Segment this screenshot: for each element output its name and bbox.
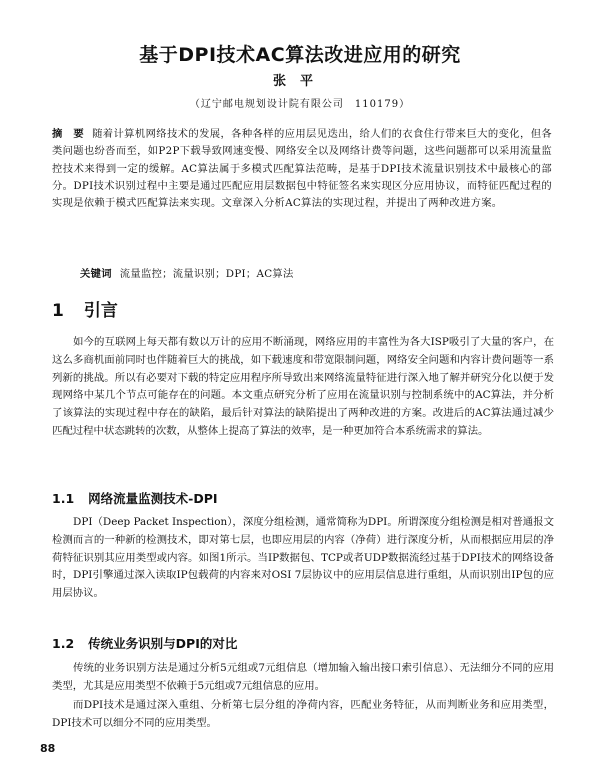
author-affiliation: （辽宁邮电规划设计院有限公司 110179）	[189, 99, 411, 110]
section-1-1-paragraph: DPI（Deep Packet Inspection），深度分组检测，通常简称为DPI。所谓深度分组检测是相对普通报文检测而言的一种新的检测技术，即对第七层，也即应用层的内容（净荷）进行深度分析，从而根据应用层的净荷特征识别其应用类型或内容。如图1所示。当IP数据包、TCP或者UDP数据流经过基于DPI技术的网络设备时，DPI引擎通过深入读取IP包载荷的内容来对OSI 7层协议中的应用层信息进行重组，从而识别出IP包的应用层协议。	[52, 516, 554, 600]
section-1-1-number: 1.1	[52, 491, 75, 506]
keywords-text: 流量监控；流量识别；DPI；AC算法	[119, 268, 294, 280]
section-1-number: 1	[52, 301, 64, 321]
section-1-2-heading	[52, 634, 237, 652]
section-1-1-heading	[52, 489, 218, 507]
section-1-paragraph: 如今的互联网上每天都有数以万计的应用不断涌现，网络应用的丰富性为各大ISP吸引了大量的客户，在这么多商机面前同时也伴随着巨大的挑战，如下载速度和带宽限制问题，网络安全问题和内容计费问题等一系列新的挑战。所以有必要对下载的特定应用程序所导致出来网络流量特征进行深入地了解并研究分化以便于发现网络中某几个节点可能存在的问题。本文重点研究分析了应用在流量识别与控制系统中的AC算法，并分析了该算法的实现过程中存在的缺陷，最后针对算法的缺陷提出了两种改进的方案。改进后的AC算法通过减少匹配过程中状态跳转的次数，从整体上提高了算法的效率，是一种更加符合本系统需求的算法。	[52, 336, 554, 437]
section-1-2-number: 1.2	[52, 636, 75, 651]
paper-title: 基于DPI技术AC算法改进应用的研究	[139, 44, 461, 66]
abstract-text: 随着计算机网络技术的发展，各种各样的应用层见迭出，给人们的衣食住行带来巨大的变化，但各类问题也纷沓而至，如P2P下载导致网速变慢、网络安全以及网络计费等问题，这些问题都可以采用流量监控技术来得到一定的缓解。AC算法属于多模式匹配算法范畴，是基于DPI技术流量识别技术中最核心的部分。DPI技术识别过程中主要是通过匹配应用层数据包中特征签名来实现区分应用协议，而特征匹配过程的实现是依赖于模式匹配算法来实现。文章深入分析AC算法的实现过程，并提出了两种改进方案。	[52, 128, 552, 210]
section-1-2-paragraph-1: 传统的业务识别方法是通过分析5元组或7元组信息（增加输入输出接口索引信息）、无法细分不同的应用类型，尤其是应用类型不依赖于5元组或7元组信息的应用。	[52, 662, 554, 692]
abstract-label: 摘 要	[52, 128, 85, 140]
section-1-heading	[52, 296, 118, 321]
keywords	[80, 265, 550, 280]
section-1-2-title: 传统业务识别与DPI的对比	[88, 636, 238, 651]
section-1-1-title: 网络流量监测技术-DPI	[88, 491, 218, 506]
section-1-title: 引言	[83, 301, 118, 321]
page-number: 88	[40, 742, 56, 755]
abstract	[52, 126, 552, 212]
author-name: 张平	[272, 74, 327, 89]
keywords-label: 关键词	[80, 268, 112, 280]
section-1-2-paragraph-2: 而DPI技术是通过深入重组、分析第七层分组的净荷内容，匹配业务特征，从而判断业务和应用类型，DPI技术可以细分不同的应用类型。	[52, 699, 554, 729]
